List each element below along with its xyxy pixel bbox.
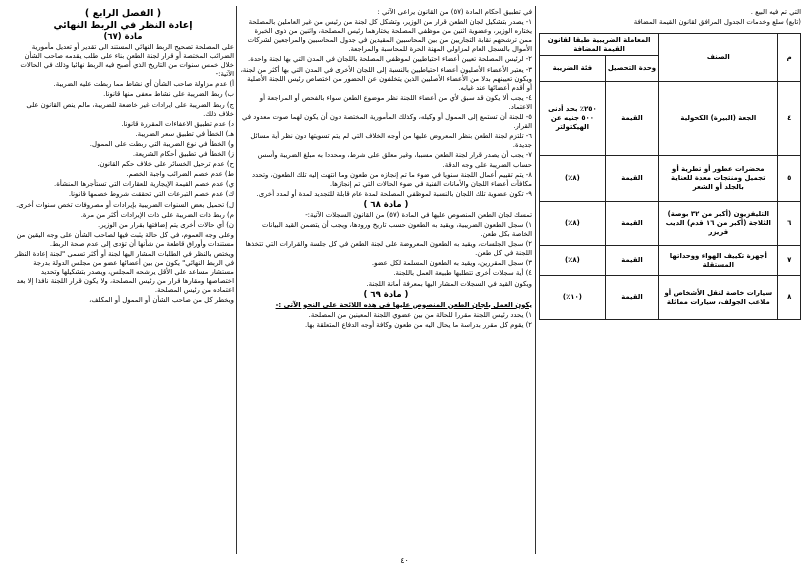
col-header-rate: فئة الضريبة [540, 56, 606, 82]
row-rate: (٨٪) [540, 202, 606, 246]
row-unit: القيمة [605, 202, 658, 246]
chapter-title: إعادة النظر في الربط النهائي [53, 20, 193, 31]
table-caption: (تابع) سلع وخدمات الجدول المرافق لقانون القيمة المضافة [633, 18, 801, 27]
paragraph: وعلى وجه العموم، في كل حالة يثبت فيها لصاحب الشأن على وجه اليقين من مستندات وأوراق قاطعة من شأنها أن تؤدى إلى عدم صحة الربط. [16, 230, 234, 248]
table-row [540, 156, 801, 202]
page-number: ٤٠ [400, 556, 409, 565]
paragraph: ٩- تكون عضوية تلك اللجان بالنسبة لموظفي المصلحة لمدة عام قابلة للتجديد لمدة أو لمدد أخرى. [256, 189, 532, 198]
column-divider [236, 6, 237, 554]
paragraph: على المصلحة تصحيح الربط النهائي المستند الى تقدير أو تعديل مأمورية الضرائب المختصة أو قرار لجنة الطعن بناء على طلب يقدمه صاحب الشأن خلال خمس سنوات من التاريخ الذي أصبح فيه الربط نهائيا وذلك في الحالات الآتية:- [20, 43, 234, 79]
row-num: ٧ [778, 246, 801, 276]
intro-line: التي تم فيه البيع . [750, 8, 801, 16]
list-item: ج) ربط الضريبة على ايرادات غير خاضعة للضريبة، مالم ينص القانون على خلاف ذلك. [26, 100, 234, 118]
paragraph: ٤) أية سجلات أخرى تتطلبها طبيعة العمل باللجنة. [393, 269, 532, 278]
column-divider [535, 6, 536, 554]
paragraph: ١- يصدر بتشكيل لجان الطعن قرار من الوزير، وتشكل كل لجنة من رئيس من غير العاملين بالمصلحة يختاره الوزير، وعضوية اثنين من موظفي المصلحة يختارهما رئيس المصلحة، واثنين من ذوى الخبرة ممن ترشحهم نقابة التجاريين من بين المحاسبين المقيدين في جدول المحاسبين والمراجعين لشركات الأموال بالسجل العام لمزاولي المهنة الحرة للمحاسبة والمراجعة. [247, 18, 532, 54]
list-item: و) الخطأ في نوع الضريبة التي ربطت على الممول. [89, 139, 234, 148]
row-unit: القيمة [605, 246, 658, 276]
row-unit: القيمة [605, 82, 658, 156]
vat-schedule-table [539, 33, 801, 320]
list-item: هـ) الخطأ في تطبيق سعر الضريبة. [135, 129, 234, 138]
paragraph: ٢) يقوم كل مقرر بدراسة ما يحال اليه من طعون وكافة أوجه الدفاع المتعلقة بها. [304, 320, 532, 329]
table-row [540, 246, 801, 276]
list-item: ي) عدم خصم القيمة الإيجارية للعقارات التي تستأجرها المنشأة. [54, 180, 234, 189]
list-item: م) ربط ذات الضريبة على ذات الإيرادات أكثر من مرة. [80, 210, 234, 219]
list-item: ب) ربط الضريبة على نشاط معفى منها قانونا. [103, 90, 234, 99]
row-rate: (١٠٪) [540, 276, 606, 320]
row-num: ٨ [778, 276, 801, 320]
row-item: سيارات خاصة لنقل الأشخاص أو ملاعب الجولف، سيارات مماثلة [659, 276, 778, 320]
col-header-num: م [778, 34, 801, 82]
paragraph: تمسك لجان الطعن المنصوص عليها في المادة (٥٧) من القانون السجلات الآتية:- [305, 210, 532, 219]
paragraph: ١) سجل الطعون الضريبية، ويقيد به الطعون حسب تاريخ ورودها، ويجب أن يتضمن القيد البيانات الخاصة بكل طعن. [261, 220, 532, 239]
row-rate: (٨٪) [540, 156, 606, 202]
list-item: ح) عدم ترحيل الخسائر على خلاف حكم القانون. [97, 160, 234, 169]
row-num: ٤ [778, 82, 801, 156]
paragraph: ٤- يجب ألا يكون قد سبق لأي من أعضاء اللجنة نظر موضوع الطعن سواء بالفحص أو المراجعة أو الاعتماد. [259, 93, 532, 111]
paragraph: يكون العمل بلجان الطعن المنصوص عليها في هذه اللائحة على النحو الآتي :- [275, 300, 532, 309]
left-column [12, 8, 234, 556]
table-row [540, 82, 801, 156]
list-item: ك) عدم خصم التبرعات التي تحققت شروط خصمها قانونا. [68, 190, 234, 199]
list-item: ل) تحميل بعض السنوات الضريبية بإيرادات أو مصروفات تخص سنوات أخرى. [16, 200, 234, 209]
paragraph: ٣) سجل المقررين، ويقيد به الطعون المسلمة لكل عضو. [371, 259, 532, 268]
row-item: التليفزيون (أكبر من ٣٢ بوصة) الثلاجة (أكبر من ١٦ قدم) الديب فريزر [659, 202, 778, 246]
chapter-heading: ( الفصل الرابع ) [84, 8, 162, 19]
paragraph: ٢- لرئيس المصلحة تعيين أعضاء احتياطيين لموظفي المصلحة باللجان في المدن التي بها لجنة واحدة. [248, 55, 532, 64]
article-67-heading: مادة (٦٧) [103, 32, 143, 42]
paragraph: ٣- يعتبر الأعضاء الأصليون أعضاء احتياطيين بالنسبة إلى اللجان الأخرى في المدن التي بها أكثر من لجنة، ويكون تعيينهم بدلا من الأعضاء الأصليين الذين يتخلفون عن الحضور من اختصاص رئيس اللجنة الأصلية أو أقدم أعضائها عند غيابه. [240, 65, 532, 92]
paragraph: ويكون القيد في السجلات المشار اليها بمعرفة أمانة اللجنة. [366, 279, 532, 288]
paragraph: في تطبيق أحكام المادة (٥٧) من القانون يراعى الآتي : [377, 8, 532, 16]
paragraph: ويخطر كل من صاحب الشأن أو الممول أو المكلف، [89, 296, 234, 305]
row-rate: (٨٪) [540, 246, 606, 276]
row-unit: القيمة [605, 276, 658, 320]
col-header-unit: وحدة التحصيل [605, 56, 658, 82]
col-header-item: الصنف [659, 34, 778, 82]
row-unit: القيمة [605, 156, 658, 202]
list-item: ن) أي حالات أخرى يتم إضافتها بقرار من الوزير. [97, 220, 234, 229]
list-item: د) عدم تطبيق الاعفاءات المقررة قانونا. [121, 119, 234, 128]
table-row [540, 202, 801, 246]
right-column [539, 8, 801, 556]
paragraph: ٦- تلتزم لجنة الطعن بنظر المعروض عليها من أوجه الخلاف التي لم يتم تسويتها دون نظر أية مسائل جديدة. [250, 132, 532, 150]
article-68-heading: ( مادة ٦٨ ) [363, 199, 409, 210]
paragraph: ٢) سجل الجلسات، ويقيد به الطعون المعروضة على لجنة الطعن في كل جلسة والقرارات التي تتخذها اللجنة في كل طعن. [245, 240, 532, 258]
row-num: ٦ [778, 202, 801, 246]
row-num: ٥ [778, 156, 801, 202]
paragraph: ١) يحدد رئيس اللجنة مقررا للحالة من بين عضوي اللجنة المعينين من المصلحة. [308, 310, 532, 319]
row-item: محضرات عطور أو تطرية أو تجميل ومنتجات معدة للعناية بالجلد أو الشعر [659, 156, 778, 202]
paragraph: ٧- يجب أن يصدر قرار لجنة الطعن مسببا، وغير معلق على شرط، ومحددا به مبلغ الضريبة وأسس حساب الضريبة على وجه الدقة. [257, 151, 532, 169]
row-item: الجعة (البيرة) الكحولية [659, 82, 778, 156]
middle-column [240, 8, 532, 556]
paragraph: ٨- يتم تقييم أعمال اللجنة سنويا في ضوء ما تم إنجازه من طعون وما انتهت إليه تلك الطعون، وتحدد مكافآت أعضاء اللجان والأمانات الفنية في ضوء الحالات التي تم إنجازها. [251, 170, 532, 188]
col-header-group: المعاملة الضريبية طبقا لقانون القيمة المضافة [540, 34, 659, 56]
row-rate: ٢٥٠٪ بحد أدنى ٥٠٠ جنيه عن الهيكتولتر [540, 82, 606, 156]
article-69-heading: ( مادة ٦٩ ) [363, 289, 409, 300]
list-item: ز) الخطأ في تطبيق أحكام الشريعة. [132, 150, 234, 159]
row-item: أجهزة تكييف الهواء ووحداتها المستقلة [659, 246, 778, 276]
paragraph: ٥- للجنة أن تستمع إلى الممول أو وكيله، وكذلك المأمورية المختصة دون أن يكون لهما صوت معدود في القرار. [242, 113, 532, 131]
table-row [540, 276, 801, 320]
list-item: أ) عدم مزاولة صاحب الشأن أي نشاط مما ربطت عليه الضريبة. [53, 80, 234, 89]
paragraph: ويختص بالنظر في الطلبات المشار اليها لجنة أو أكثر تسمى "لجنة إعادة النظر في الربط النهائي" يكون من بين أعضائها عضو من مجلس الدولة بدرجة مستشار مساعد على الأقل يرشحه المجلس، ويصدر بتشكيلها وتحديد اختصاصها ومقارها قرار من رئيس المصلحة، ولا يكون قرار اللجنة نافذا إلا بعد اعتماده من رئيس المصلحة. [14, 249, 234, 295]
list-item: ط) عدم خصم الضرائب واجبة الخصم. [126, 170, 234, 179]
